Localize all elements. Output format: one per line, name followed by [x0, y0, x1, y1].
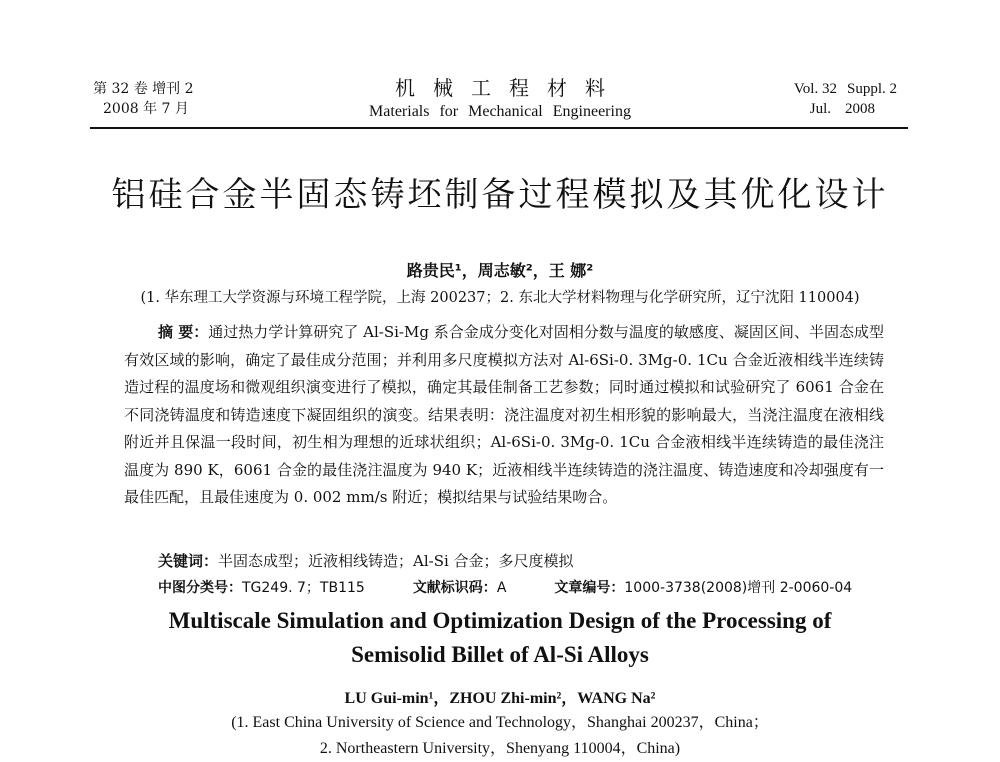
affiliations-cn: (1. 华东理工大学资源与环境工程学院，上海 200237；2. 东北大学材料物理与化学研究所，辽宁沈阳 110004)	[140, 290, 860, 306]
year-en: 2008	[845, 101, 875, 117]
journal-name	[300, 75, 700, 123]
authors-cn: 路贵民¹，周志敏²，王 娜²	[406, 261, 594, 280]
abstract-cn	[124, 319, 884, 512]
journal-name-cn: 机械工程材料	[395, 76, 623, 100]
article-number-label: 文章编号：	[554, 580, 625, 596]
date-cn: 2008 年 7 月	[103, 101, 189, 117]
classification-info	[158, 577, 852, 597]
journal-issue-info-en	[794, 79, 897, 119]
abstract-text: 通过热力学计算研究了 Al-Si-Mg 系合金成分变化对固相分数与温度的敏感度、凝固区间、半固态成型有效区域的影响，确定了最佳成分范围；并利用多尺度模拟方法对 Al-6Si-0. 3Mg-0. 1Cu 合金近液相线半连续铸造过程的温度场和微观组织演变进行了模拟，确定其最佳制备工艺参数；同时通过模拟和试验研究了 6061 合金在不同浇铸温度和铸造速度下凝固组织的演变。结果表明：浇注温度对初生相形貌的影响最大，当浇注温度在液相线附近并且保温一段时间，初生相为理想的近球状组织；Al-6Si-0. 3Mg-0. 1Cu 合金液相线半连续铸造的最佳浇注温度为 890 K，6061 合金的最佳浇注温度为 940 K；近液相线半连续铸造的浇注温度、铸造速度和冷却强度有一最佳匹配，且最佳速度为 0. 002 mm/s 附近；模拟结果与试验结果吻合。	[124, 323, 884, 506]
volume-cn: 第 32 卷 增刊 2	[93, 81, 194, 97]
affiliations-en	[0, 710, 1000, 762]
supplement-en: Suppl. 2	[846, 81, 897, 97]
keywords-text: 半固态成型；近液相线铸造；Al-Si 合金；多尺度模拟	[218, 552, 574, 570]
keywords-cn	[158, 550, 574, 571]
affiliation-en-line1: (1. East China University of Science and Technology，Shanghai 200237，China；	[231, 714, 769, 731]
abstract-label: 摘 要：	[158, 323, 209, 341]
journal-name-en: Materials for Mechanical Engineering	[369, 103, 631, 120]
paper-title-cn: 铝硅合金半固态铸坯制备过程模拟及其优化设计	[111, 175, 889, 215]
month-en: Jul.	[809, 101, 831, 117]
authors-en: LU Gui-min¹，ZHOU Zhi-min²，WANG Na²	[344, 690, 656, 707]
clc-label: 中图分类号：	[158, 580, 242, 596]
paper-title-en-line2: Semisolid Billet of Al-Si Alloys	[351, 642, 649, 667]
clc-value: TG249. 7；TB115	[242, 580, 365, 596]
journal-issue-info	[93, 79, 194, 119]
keywords-label: 关键词：	[158, 552, 219, 570]
affiliation-en-line2: 2. Northeastern University，Shenyang 110004，China)	[319, 740, 681, 757]
header-divider	[90, 127, 908, 129]
paper-title-en-line1: Multiscale Simulation and Optimization Design of the Processing of	[168, 608, 832, 633]
doc-code-label: 文献标识码：	[412, 580, 497, 596]
paper-title-en	[60, 604, 940, 672]
volume-en: Vol. 32	[793, 81, 837, 97]
doc-code-value: A	[496, 580, 507, 596]
article-number-value: 1000-3738(2008)增刊 2-0060-04	[624, 580, 853, 596]
